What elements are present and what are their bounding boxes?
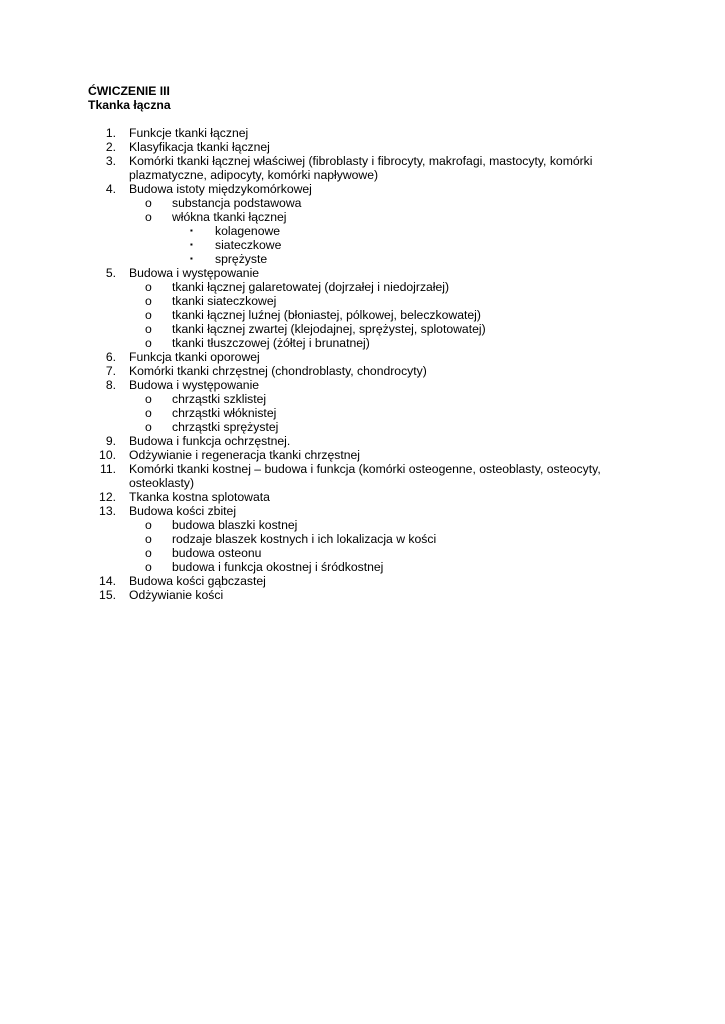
list-item-number: 13. xyxy=(99,504,116,518)
square-bullet-icon: ▪ xyxy=(190,254,193,263)
circle-bullet-icon: o xyxy=(145,392,152,406)
list-item-number: 2. xyxy=(105,140,116,154)
list-item-text: Funkcja tkanki oporowej xyxy=(129,350,260,364)
list-item-number: 7. xyxy=(105,364,116,378)
circle-bullet-icon: o xyxy=(145,280,152,294)
circle-bullet-icon: o xyxy=(145,560,152,574)
sub-list-item xyxy=(88,532,628,546)
list-item xyxy=(88,504,628,518)
list-item-text: Budowa i funkcja ochrzęstnej. xyxy=(129,434,291,448)
sub-list-item xyxy=(88,308,628,322)
list-item-number: 3. xyxy=(105,154,116,168)
spacer xyxy=(88,112,628,126)
sub-sub-list-item xyxy=(88,224,628,238)
list-item-text: Odżywianie i regeneracja tkanki chrzęstnej xyxy=(129,448,360,462)
circle-bullet-icon: o xyxy=(145,322,152,336)
circle-bullet-icon: o xyxy=(145,518,152,532)
list-item-text: Budowa istoty międzykomórkowej xyxy=(129,182,312,196)
list-item xyxy=(88,434,628,448)
sub-list-item-text: rodzaje blaszek kostnych i ich lokalizacja w kości xyxy=(172,532,437,546)
list-item-number: 10. xyxy=(99,448,116,462)
list-item-number: 6. xyxy=(105,350,116,364)
sub-list-item-text: budowa osteonu xyxy=(172,546,262,560)
list-item xyxy=(88,378,628,392)
list-item xyxy=(88,574,628,588)
circle-bullet-icon: o xyxy=(145,336,152,350)
sub-list-item xyxy=(88,560,628,574)
list-item-text: Funkcje tkanki łącznej xyxy=(129,126,249,140)
sub-list-item xyxy=(88,392,628,406)
sub-sub-list-item-text: sprężyste xyxy=(215,252,268,266)
list-item-text: Budowa kości gąbczastej xyxy=(129,574,266,588)
list-item-number: 8. xyxy=(105,378,116,392)
document-title: ĆWICZENIE III xyxy=(88,84,170,98)
sub-list-item-text: chrząstki sprężystej xyxy=(172,420,279,434)
document-subtitle: Tkanka łączna xyxy=(88,98,171,112)
sub-list-item xyxy=(88,294,628,308)
topic-list xyxy=(88,126,628,602)
list-item-number: 9. xyxy=(105,434,116,448)
sub-list-item-text: tkanki tłuszczowej (żółtej i brunatnej) xyxy=(172,336,370,350)
sub-list-item-text: chrząstki szklistej xyxy=(172,392,267,406)
list-item-number: 5. xyxy=(105,266,116,280)
sub-list-item-text: substancja podstawowa xyxy=(172,196,302,210)
list-item xyxy=(88,182,628,196)
sub-list-item-text: tkanki łącznej zwartej (klejodajnej, sprężystej, splotowatej) xyxy=(172,322,486,336)
sub-list-item xyxy=(88,336,628,350)
sub-list-item xyxy=(88,196,628,210)
list-item-text: Klasyfikacja tkanki łącznej xyxy=(129,140,270,154)
list-item-number: 1. xyxy=(105,126,116,140)
list-item xyxy=(88,154,628,182)
list-item-number: 14. xyxy=(99,574,116,588)
sub-sub-list-item xyxy=(88,238,628,252)
list-item xyxy=(88,126,628,140)
sub-list-item-text: tkanki łącznej luźnej (błoniastej, pólkowej, beleczkowatej) xyxy=(172,308,481,322)
sub-list-item-text: włókna tkanki łącznej xyxy=(172,210,287,224)
list-item-text: Tkanka kostna splotowata xyxy=(129,490,270,504)
list-item xyxy=(88,490,628,504)
list-item-number: 11. xyxy=(99,462,116,476)
list-item xyxy=(88,364,628,378)
list-item-text: Odżywianie kości xyxy=(129,588,224,602)
circle-bullet-icon: o xyxy=(145,308,152,322)
list-item-text: Komórki tkanki chrzęstnej (chondroblasty, chondrocyty) xyxy=(129,364,427,378)
list-item-text: Komórki tkanki kostnej – budowa i funkcja (komórki osteogenne, osteoblasty, osteocyty, osteoklasty) xyxy=(129,462,601,490)
circle-bullet-icon: o xyxy=(145,196,152,210)
circle-bullet-icon: o xyxy=(145,532,152,546)
list-item-text: Komórki tkanki łącznej właściwej (fibroblasty i fibrocyty, makrofagi, mastocyty, komórki plazmatyczne, adipocyty, komórki napływowe) xyxy=(129,154,593,182)
list-item-text: Budowa kości zbitej xyxy=(129,504,237,518)
sub-list-item xyxy=(88,518,628,532)
list-item-number: 4. xyxy=(105,182,116,196)
sub-sub-list-item xyxy=(88,252,628,266)
list-item-text: Budowa i występowanie xyxy=(129,378,260,392)
sub-list-item-text: budowa i funkcja okostnej i śródkostnej xyxy=(172,560,384,574)
document-page xyxy=(88,84,628,602)
list-item xyxy=(88,588,628,602)
sub-list-item xyxy=(88,210,628,224)
circle-bullet-icon: o xyxy=(145,546,152,560)
list-item xyxy=(88,266,628,280)
circle-bullet-icon: o xyxy=(145,210,152,224)
sub-list-item xyxy=(88,406,628,420)
sub-list-item-text: budowa blaszki kostnej xyxy=(172,518,298,532)
list-item xyxy=(88,140,628,154)
list-item-number: 12. xyxy=(99,490,116,504)
sub-list-item-text: chrząstki włóknistej xyxy=(172,406,277,420)
list-item xyxy=(88,350,628,364)
square-bullet-icon: ▪ xyxy=(190,226,193,235)
sub-sub-list-item-text: siateczkowe xyxy=(215,238,282,252)
list-item xyxy=(88,462,628,490)
circle-bullet-icon: o xyxy=(145,420,152,434)
sub-list-item-text: tkanki łącznej galaretowatej (dojrzałej i niedojrzałej) xyxy=(172,280,450,294)
list-item-number: 15. xyxy=(99,588,116,602)
sub-list-item xyxy=(88,322,628,336)
sub-list-item-text: tkanki siateczkowej xyxy=(172,294,277,308)
sub-list-item xyxy=(88,280,628,294)
square-bullet-icon: ▪ xyxy=(190,240,193,249)
sub-sub-list-item-text: kolagenowe xyxy=(215,224,281,238)
sub-list-item xyxy=(88,546,628,560)
list-item-text: Budowa i występowanie xyxy=(129,266,260,280)
sub-list-item xyxy=(88,420,628,434)
circle-bullet-icon: o xyxy=(145,406,152,420)
circle-bullet-icon: o xyxy=(145,294,152,308)
list-item xyxy=(88,448,628,462)
